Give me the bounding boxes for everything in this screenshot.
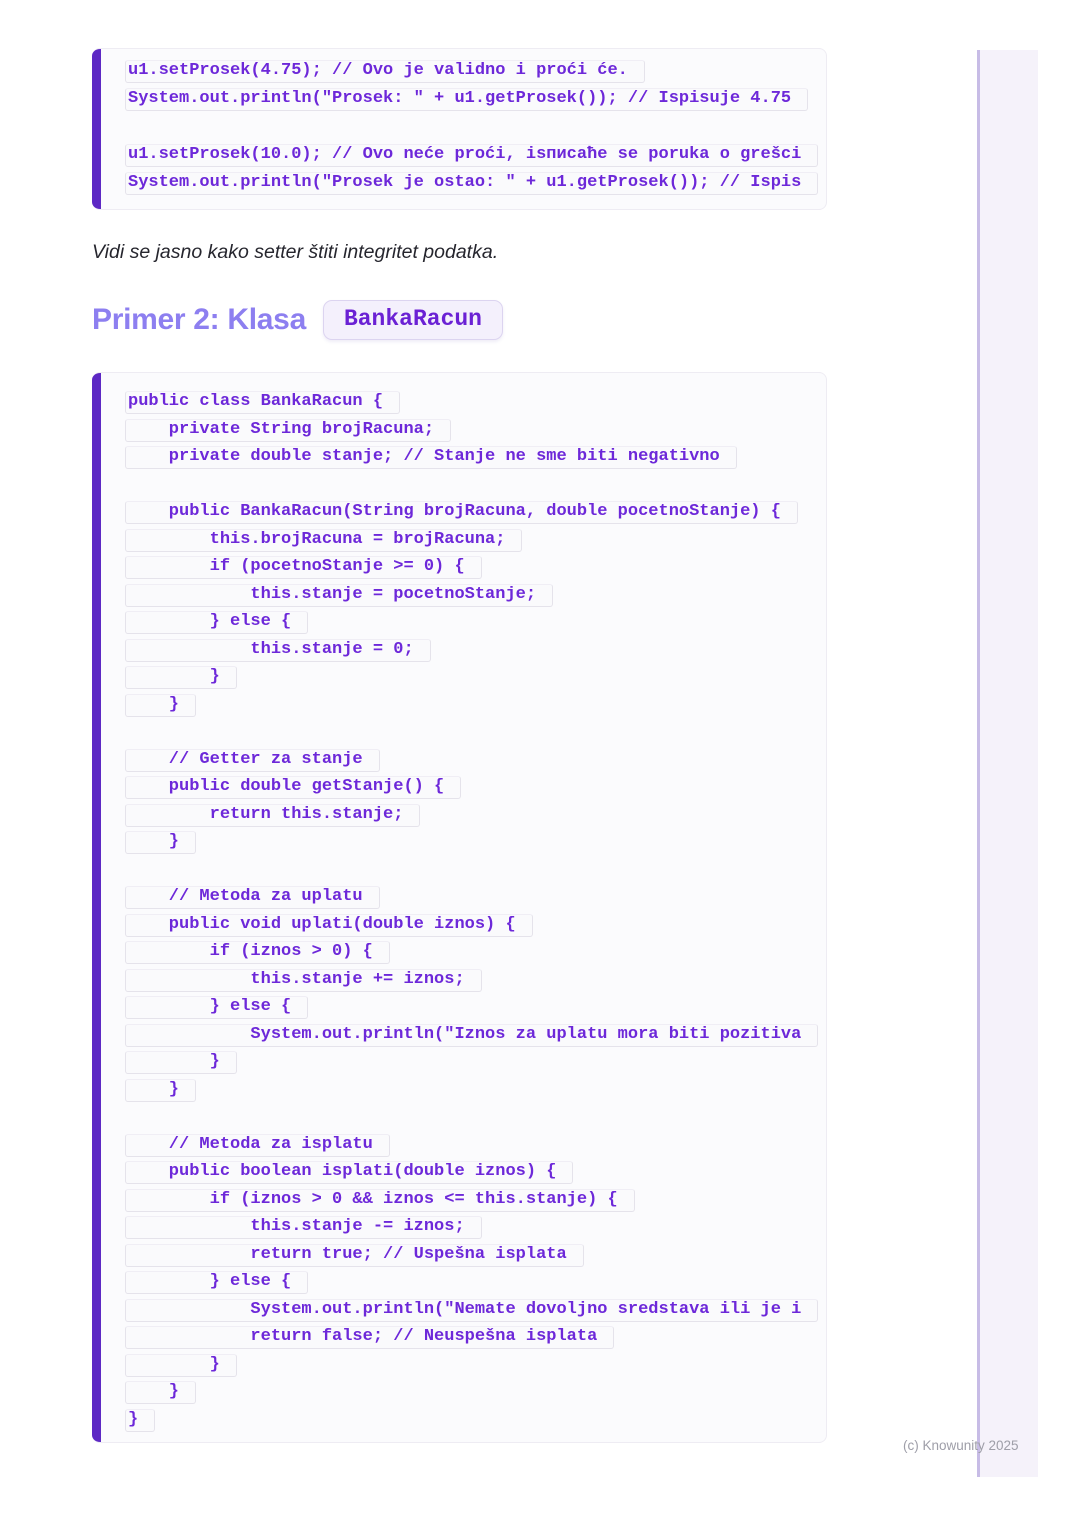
- code-line: [125, 472, 826, 500]
- code-line: System.out.println("Iznos za uplatu mora biti pozitiva: [125, 1022, 826, 1050]
- section-heading: [92, 300, 503, 340]
- code-line: this.stanje = 0;: [125, 637, 826, 665]
- code-line: return this.stanje;: [125, 802, 826, 830]
- code-line: this.stanje -= iznos;: [125, 1214, 826, 1242]
- code-lines: [125, 49, 826, 197]
- code-line: public boolean isplati(double iznos) {: [125, 1159, 826, 1187]
- code-line: public void uplati(double iznos) {: [125, 912, 826, 940]
- code-line: [125, 1104, 826, 1132]
- copyright-footer: (c) Knowunity 2025: [903, 1438, 1019, 1453]
- code-line: System.out.println("Prosek je ostao: " + u1.getProsek()); // Ispis: [125, 169, 826, 197]
- code-line: public BankaRacun(String brojRacuna, double pocetnoStanje) {: [125, 499, 826, 527]
- code-block-setter-demo: [92, 48, 827, 210]
- code-line: // Getter za stanje: [125, 747, 826, 775]
- code-line: if (iznos > 0) {: [125, 939, 826, 967]
- code-block-bankaracun: [92, 372, 827, 1443]
- code-line: }: [125, 1379, 826, 1407]
- code-line: private double stanje; // Stanje ne sme biti negativno: [125, 444, 826, 472]
- code-line: }: [125, 692, 826, 720]
- section-heading-title: Primer 2: Klasa: [92, 303, 306, 336]
- code-line: [125, 113, 826, 141]
- code-line: } else {: [125, 994, 826, 1022]
- code-block-accent-bar: [92, 49, 101, 209]
- code-line: }: [125, 1407, 826, 1435]
- code-lines: [125, 373, 826, 1434]
- inline-code-badge: BankaRacun: [323, 300, 503, 340]
- code-line: // Metoda za uplatu: [125, 884, 826, 912]
- code-line: } else {: [125, 609, 826, 637]
- code-line: this.stanje += iznos;: [125, 967, 826, 995]
- code-line: public double getStanje() {: [125, 774, 826, 802]
- code-line: // Metoda za isplatu: [125, 1132, 826, 1160]
- code-line: this.brojRacuna = brojRacuna;: [125, 527, 826, 555]
- code-line: } else {: [125, 1269, 826, 1297]
- code-line: if (iznos > 0 && iznos <= this.stanje) {: [125, 1187, 826, 1215]
- code-line: }: [125, 1352, 826, 1380]
- code-line: }: [125, 1049, 826, 1077]
- code-line: return true; // Uspešna isplata: [125, 1242, 826, 1270]
- code-line: }: [125, 829, 826, 857]
- code-line: private String brojRacuna;: [125, 417, 826, 445]
- code-line: return false; // Neuspešna isplata: [125, 1324, 826, 1352]
- code-block-accent-bar: [92, 373, 101, 1442]
- code-line: }: [125, 1077, 826, 1105]
- code-line: System.out.println("Prosek: " + u1.getProsek()); // Ispisuje 4.75: [125, 85, 826, 113]
- code-line: }: [125, 664, 826, 692]
- code-line: [125, 857, 826, 885]
- code-line: public class BankaRacun {: [125, 389, 826, 417]
- code-line: u1.setProsek(4.75); // Ovo je validno i proći će.: [125, 57, 826, 85]
- code-line: [125, 719, 826, 747]
- code-line: u1.setProsek(10.0); // Ovo neće proći, isписаће se poruka o grešci: [125, 141, 826, 169]
- caption-paragraph: Vidi se jasno kako setter štiti integritet podatka.: [92, 241, 499, 263]
- code-line: if (pocetnoStanje >= 0) {: [125, 554, 826, 582]
- page-edge-strip: [977, 50, 1038, 1477]
- code-line: System.out.println("Nemate dovoljno sredstava ili je i: [125, 1297, 826, 1325]
- code-line: this.stanje = pocetnoStanje;: [125, 582, 826, 610]
